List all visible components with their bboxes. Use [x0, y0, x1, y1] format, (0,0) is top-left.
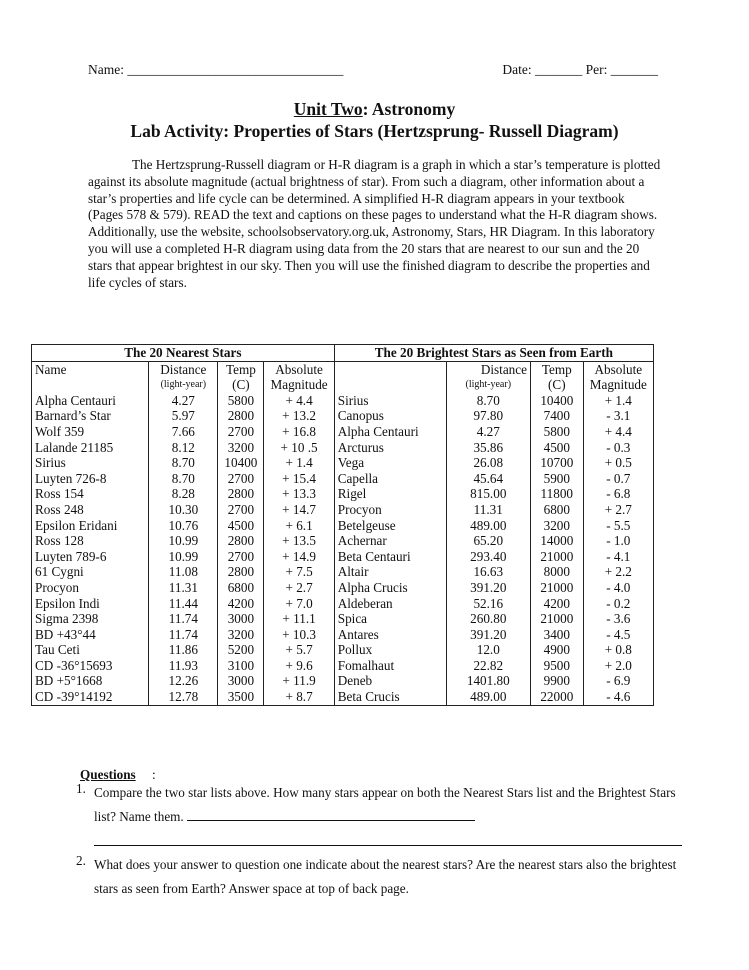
brightest-star-temp: 7400: [530, 408, 583, 424]
nearest-star-abs-mag: + 10 .5: [264, 440, 334, 456]
table-row: [32, 564, 654, 580]
nearest-star-abs-mag: + 6.1: [264, 518, 334, 534]
table-row: [32, 471, 654, 487]
table-column-header-row: [32, 361, 654, 393]
brightest-star-distance: 1401.80: [446, 673, 530, 689]
table-row: [32, 689, 654, 705]
brightest-star-abs-mag: + 2.7: [583, 502, 653, 518]
brightest-star-abs-mag: - 1.0: [583, 533, 653, 549]
table-row: [32, 486, 654, 502]
brightest-star-temp: 21000: [530, 611, 583, 627]
nearest-star-distance: 12.26: [149, 673, 218, 689]
nearest-stars-title: The 20 Nearest Stars: [32, 345, 335, 362]
brightest-star-name: Pollux: [334, 642, 446, 658]
brightest-star-temp: 3400: [530, 627, 583, 643]
nearest-star-name: Barnard’s Star: [32, 408, 149, 424]
name-field[interactable]: Name: ________________________________: [88, 62, 344, 77]
brightest-star-distance: 65.20: [446, 533, 530, 549]
nearest-star-temp: 4200: [218, 596, 264, 612]
brightest-star-abs-mag: - 5.5: [583, 518, 653, 534]
question-1-text: Compare the two star lists above. How many stars appear on both the Nearest Stars list and the Brightest Stars list? Name them.: [94, 781, 694, 846]
brightest-star-distance: 391.20: [446, 627, 530, 643]
brightest-star-name: Deneb: [334, 673, 446, 689]
nearest-star-distance: 8.28: [149, 486, 218, 502]
brightest-star-distance: 16.63: [446, 564, 530, 580]
nearest-star-temp: 2700: [218, 471, 264, 487]
table-row: [32, 424, 654, 440]
nearest-star-name: Tau Ceti: [32, 642, 149, 658]
brightest-star-abs-mag: - 3.1: [583, 408, 653, 424]
nearest-star-name: Sirius: [32, 455, 149, 471]
nearest-star-distance: 7.66: [149, 424, 218, 440]
nearest-star-temp: 2700: [218, 424, 264, 440]
nearest-star-distance: 11.74: [149, 627, 218, 643]
nearest-star-name: Epsilon Eridani: [32, 518, 149, 534]
brightest-star-temp: 21000: [530, 549, 583, 565]
brightest-star-name: Antares: [334, 627, 446, 643]
brightest-star-distance: 4.27: [446, 424, 530, 440]
nearest-star-name: BD +5°1668: [32, 673, 149, 689]
brightest-star-abs-mag: - 4.1: [583, 549, 653, 565]
nearest-star-name: Procyon: [32, 580, 149, 596]
question-2-number: 2.: [76, 853, 86, 868]
nearest-star-temp: 5800: [218, 393, 264, 409]
table-row: [32, 580, 654, 596]
brightest-star-name: Betelgeuse: [334, 518, 446, 534]
brightest-star-distance: 489.00: [446, 518, 530, 534]
nearest-star-abs-mag: + 11.1: [264, 611, 334, 627]
table-row: [32, 408, 654, 424]
nearest-star-temp: 3200: [218, 627, 264, 643]
brightest-star-abs-mag: - 4.0: [583, 580, 653, 596]
nearest-star-abs-mag: + 11.9: [264, 673, 334, 689]
brightest-star-name: Spica: [334, 611, 446, 627]
nearest-star-temp: 3200: [218, 440, 264, 456]
brightest-star-distance: 391.20: [446, 580, 530, 596]
nearest-star-distance: 8.70: [149, 455, 218, 471]
nearest-col-distance: Distance (light-year): [149, 361, 218, 393]
brightest-star-distance: 35.86: [446, 440, 530, 456]
brightest-star-temp: 10400: [530, 393, 583, 409]
brightest-star-abs-mag: - 3.6: [583, 611, 653, 627]
nearest-col-temp: Temp (C): [218, 361, 264, 393]
brightest-star-name: Vega: [334, 455, 446, 471]
nearest-star-abs-mag: + 5.7: [264, 642, 334, 658]
nearest-star-temp: 3500: [218, 689, 264, 705]
nearest-star-temp: 2800: [218, 564, 264, 580]
brightest-star-temp: 4900: [530, 642, 583, 658]
brightest-star-temp: 14000: [530, 533, 583, 549]
nearest-star-name: Ross 154: [32, 486, 149, 502]
nearest-star-temp: 3100: [218, 658, 264, 674]
brightest-star-abs-mag: + 4.4: [583, 424, 653, 440]
nearest-col-name: Name: [32, 361, 149, 393]
brightest-star-temp: 9500: [530, 658, 583, 674]
nearest-star-abs-mag: + 7.5: [264, 564, 334, 580]
brightest-star-abs-mag: - 6.9: [583, 673, 653, 689]
nearest-star-name: Ross 248: [32, 502, 149, 518]
nearest-star-temp: 6800: [218, 580, 264, 596]
brightest-star-name: Aldeberan: [334, 596, 446, 612]
intro-paragraph: The Hertzsprung-Russell diagram or H-R diagram is a graph in which a star’s temperature is plotted against its absolute magnitude (actual brightness of star). From such a diagram, other information about a star’s properties and life cycle can be determined. A simplified H-R diagram appears in your textbook (Pages 578 & 579). READ the text and captions on these pages to understand what the H-R diagram shows. Additionally, use the website, schoolsobservatory.org.uk, Astronomy, Stars, HR Diagram. In this laboratory you will use a completed H-R diagram using data from the 20 stars that are nearest to our sun and the 20 stars that appear brightest in our sky. Then you will use the finished diagram to describe the properties and life cycles of stars.: [88, 157, 661, 290]
table-row: [32, 533, 654, 549]
brightest-star-distance: 12.0: [446, 642, 530, 658]
brightest-col-name: [334, 361, 446, 393]
nearest-star-name: Luyten 789-6: [32, 549, 149, 565]
nearest-star-distance: 8.12: [149, 440, 218, 456]
table-row: [32, 393, 654, 409]
brightest-star-temp: 8000: [530, 564, 583, 580]
brightest-star-temp: 5800: [530, 424, 583, 440]
table-row: [32, 440, 654, 456]
nearest-star-distance: 11.74: [149, 611, 218, 627]
brightest-star-temp: 22000: [530, 689, 583, 705]
table-group-header-row: [32, 345, 654, 362]
lab-title: Lab Activity: Properties of Stars (Hertzsprung- Russell Diagram): [130, 121, 619, 141]
brightest-star-name: Sirius: [334, 393, 446, 409]
brightest-star-temp: 11800: [530, 486, 583, 502]
brightest-star-abs-mag: + 2.0: [583, 658, 653, 674]
nearest-star-name: Ross 128: [32, 533, 149, 549]
table-row: [32, 455, 654, 471]
brightest-star-distance: 22.82: [446, 658, 530, 674]
brightest-star-abs-mag: + 0.5: [583, 455, 653, 471]
brightest-star-distance: 11.31: [446, 502, 530, 518]
brightest-star-name: Alpha Crucis: [334, 580, 446, 596]
nearest-star-name: CD -36°15693: [32, 658, 149, 674]
question-1-answer-blank[interactable]: [187, 808, 475, 821]
brightest-star-distance: 26.08: [446, 455, 530, 471]
nearest-star-abs-mag: + 9.6: [264, 658, 334, 674]
brightest-star-temp: 4200: [530, 596, 583, 612]
nearest-star-abs-mag: + 10.3: [264, 627, 334, 643]
nearest-star-name: Wolf 359: [32, 424, 149, 440]
nearest-star-name: BD +43°44: [32, 627, 149, 643]
nearest-star-name: Epsilon Indi: [32, 596, 149, 612]
brightest-star-name: Capella: [334, 471, 446, 487]
nearest-star-temp: 4500: [218, 518, 264, 534]
nearest-star-abs-mag: + 13.5: [264, 533, 334, 549]
brightest-star-distance: 52.16: [446, 596, 530, 612]
brightest-star-abs-mag: - 4.6: [583, 689, 653, 705]
nearest-star-abs-mag: + 7.0: [264, 596, 334, 612]
nearest-star-distance: 12.78: [149, 689, 218, 705]
nearest-star-abs-mag: + 14.7: [264, 502, 334, 518]
brightest-star-temp: 6800: [530, 502, 583, 518]
nearest-star-abs-mag: + 16.8: [264, 424, 334, 440]
table-row: [32, 518, 654, 534]
nearest-star-name: Alpha Centauri: [32, 393, 149, 409]
nearest-star-distance: 4.27: [149, 393, 218, 409]
brightest-star-temp: 21000: [530, 580, 583, 596]
nearest-star-temp: 2700: [218, 502, 264, 518]
brightest-star-abs-mag: - 6.8: [583, 486, 653, 502]
questions-heading-colon: :: [152, 767, 156, 782]
brightest-star-abs-mag: - 0.3: [583, 440, 653, 456]
brightest-star-name: Canopus: [334, 408, 446, 424]
brightest-star-name: Fomalhaut: [334, 658, 446, 674]
nearest-col-abs-mag: Absolute Magnitude: [264, 361, 334, 393]
nearest-star-abs-mag: + 1.4: [264, 455, 334, 471]
nearest-star-name: Lalande 21185: [32, 440, 149, 456]
page-title: [0, 98, 749, 142]
nearest-star-temp: 2800: [218, 408, 264, 424]
brightest-star-abs-mag: - 0.2: [583, 596, 653, 612]
nearest-star-abs-mag: + 2.7: [264, 580, 334, 596]
nearest-star-distance: 11.31: [149, 580, 218, 596]
brightest-star-name: Beta Crucis: [334, 689, 446, 705]
table-row: [32, 627, 654, 643]
brightest-star-abs-mag: - 4.5: [583, 627, 653, 643]
table-row: [32, 549, 654, 565]
unit-label: Unit Two: [293, 99, 363, 119]
table-row: [32, 642, 654, 658]
table-row: [32, 502, 654, 518]
table-row: [32, 596, 654, 612]
brightest-star-temp: 3200: [530, 518, 583, 534]
nearest-star-abs-mag: + 15.4: [264, 471, 334, 487]
brightest-star-distance: 45.64: [446, 471, 530, 487]
date-period-field[interactable]: Date: _______ Per: _______: [502, 62, 658, 77]
brightest-star-temp: 4500: [530, 440, 583, 456]
nearest-star-temp: 5200: [218, 642, 264, 658]
brightest-star-abs-mag: + 2.2: [583, 564, 653, 580]
brightest-star-temp: 9900: [530, 673, 583, 689]
nearest-star-abs-mag: + 14.9: [264, 549, 334, 565]
brightest-star-name: Rigel: [334, 486, 446, 502]
nearest-star-name: Sigma 2398: [32, 611, 149, 627]
brightest-star-name: Beta Centauri: [334, 549, 446, 565]
table-row: [32, 611, 654, 627]
unit-subject: : Astronomy: [362, 99, 456, 119]
table-row: [32, 673, 654, 689]
question-2-text: What does your answer to question one indicate about the nearest stars? Are the nearest stars also the brightest stars as seen from Earth? Answer space at top of back page.: [94, 857, 677, 896]
brightest-star-abs-mag: + 1.4: [583, 393, 653, 409]
nearest-star-name: Luyten 726-8: [32, 471, 149, 487]
nearest-star-temp: 3000: [218, 673, 264, 689]
brightest-star-distance: 489.00: [446, 689, 530, 705]
brightest-star-distance: 97.80: [446, 408, 530, 424]
nearest-star-temp: 2800: [218, 533, 264, 549]
nearest-star-name: CD -39°14192: [32, 689, 149, 705]
nearest-star-abs-mag: + 13.2: [264, 408, 334, 424]
brightest-star-name: Achernar: [334, 533, 446, 549]
brightest-star-name: Procyon: [334, 502, 446, 518]
brightest-star-abs-mag: + 0.8: [583, 642, 653, 658]
brightest-star-name: Arcturus: [334, 440, 446, 456]
nearest-star-distance: 10.99: [149, 533, 218, 549]
brightest-col-abs-mag: Absolute Magnitude: [583, 361, 653, 393]
brightest-star-name: Altair: [334, 564, 446, 580]
nearest-star-temp: 2800: [218, 486, 264, 502]
unit-heading: [0, 98, 749, 120]
nearest-star-distance: 11.08: [149, 564, 218, 580]
nearest-star-distance: 10.30: [149, 502, 218, 518]
brightest-star-temp: 5900: [530, 471, 583, 487]
nearest-star-distance: 8.70: [149, 471, 218, 487]
brightest-star-distance: 260.80: [446, 611, 530, 627]
nearest-star-abs-mag: + 4.4: [264, 393, 334, 409]
brightest-star-abs-mag: - 0.7: [583, 471, 653, 487]
nearest-star-name: 61 Cygni: [32, 564, 149, 580]
nearest-star-abs-mag: + 13.3: [264, 486, 334, 502]
nearest-star-temp: 3000: [218, 611, 264, 627]
question-1-number: 1.: [76, 781, 86, 796]
nearest-star-distance: 5.97: [149, 408, 218, 424]
nearest-star-distance: 11.44: [149, 596, 218, 612]
nearest-star-abs-mag: + 8.7: [264, 689, 334, 705]
brightest-star-temp: 10700: [530, 455, 583, 471]
questions-heading: Questions: [80, 767, 136, 782]
brightest-star-distance: 8.70: [446, 393, 530, 409]
brightest-star-name: Alpha Centauri: [334, 424, 446, 440]
nearest-star-distance: 11.93: [149, 658, 218, 674]
brightest-star-distance: 293.40: [446, 549, 530, 565]
stars-table: [31, 344, 654, 706]
nearest-star-distance: 10.99: [149, 549, 218, 565]
nearest-star-temp: 10400: [218, 455, 264, 471]
brightest-col-temp: Temp (C): [530, 361, 583, 393]
nearest-star-distance: 10.76: [149, 518, 218, 534]
brightest-col-distance: Distance (light-year): [446, 361, 530, 393]
table-row: [32, 658, 654, 674]
brightest-stars-title: The 20 Brightest Stars as Seen from Earth: [334, 345, 653, 362]
question-1-answer-line[interactable]: [94, 829, 682, 846]
brightest-star-distance: 815.00: [446, 486, 530, 502]
nearest-star-distance: 11.86: [149, 642, 218, 658]
nearest-star-temp: 2700: [218, 549, 264, 565]
